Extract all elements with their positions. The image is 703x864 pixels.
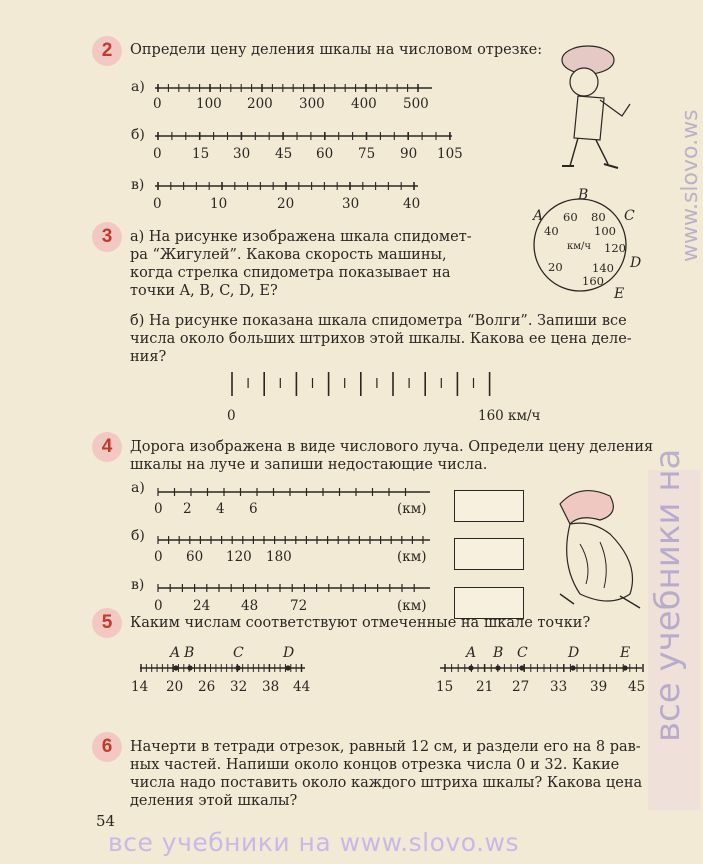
task4-text-line: шкалы на луче и запиши недостающие числа. <box>130 457 488 473</box>
ray-label: 24 <box>193 598 211 614</box>
tick-label: 0 <box>153 96 162 112</box>
ray-label: 180 <box>266 549 292 565</box>
point-label: A <box>170 645 181 661</box>
ray-label: 0 <box>154 598 163 614</box>
tick-label: 40 <box>403 196 421 212</box>
tick-label: 45 <box>275 146 293 162</box>
task6-text-line: числа надо поставить около каждого штриха шкалы? Какова цена <box>130 775 643 791</box>
point-mark <box>285 665 290 670</box>
scale-letter: а) <box>131 79 145 95</box>
point-label: A <box>466 645 477 661</box>
watermark-bottom: все учебники на www.slovo.ws <box>108 828 519 857</box>
task2-text: Определи цену деления шкалы на числовом отрезке: <box>130 42 543 58</box>
watermark-vertical-url: www.slovo.ws <box>678 109 703 262</box>
task-number-6: 6 <box>92 732 122 762</box>
ray-label: 4 <box>216 501 225 517</box>
point-mark <box>519 665 524 670</box>
point-label: E <box>620 645 631 661</box>
point-label: B <box>184 645 195 661</box>
speed-number: 60 <box>563 210 578 224</box>
tick-label: 0 <box>153 146 162 162</box>
speed-number: 100 <box>594 224 616 238</box>
speed-point-label: E <box>614 286 625 302</box>
ray-label: 60 <box>186 549 204 565</box>
page-number: 54 <box>96 812 116 830</box>
tick-label: 21 <box>476 679 494 695</box>
tick-label: 32 <box>230 679 248 695</box>
speed-point-label: B <box>578 187 589 203</box>
task5-text: Каким числам соответствуют отмеченные на шкале точки? <box>130 615 591 631</box>
ray-unit: (км) <box>397 549 427 565</box>
point-label: C <box>233 645 244 661</box>
tick-label: 39 <box>590 679 608 695</box>
point-label: B <box>493 645 504 661</box>
task3-text-b-line: б) На рисунке показана шкала спидометра “Волги”. Запиши все <box>130 313 627 329</box>
tick-label: 27 <box>512 679 530 695</box>
task3-text-b-line: числа около больших штрихов этой шкалы. Какова ее цена деле- <box>130 331 632 347</box>
speed-point-label: D <box>630 255 642 271</box>
ray-letter: б) <box>131 528 145 544</box>
speed-number: 120 <box>604 241 626 255</box>
ray-unit: (км) <box>397 598 427 614</box>
tick-label: 200 <box>247 96 273 112</box>
point-mark <box>187 665 192 670</box>
tick-label: 15 <box>192 146 210 162</box>
task4-text-line: Дорога изображена в виде числового луча. Определи цену деления <box>130 439 654 455</box>
ray-label: 0 <box>154 549 163 565</box>
task-number-4: 4 <box>92 432 122 462</box>
tick-label: 10 <box>210 196 228 212</box>
tick-label: 60 <box>316 146 334 162</box>
ray-label: 6 <box>249 501 258 517</box>
point-mark <box>570 665 575 670</box>
tick-label: 100 <box>196 96 222 112</box>
speed-point-label: A <box>533 208 544 224</box>
point-mark <box>235 665 240 670</box>
speedometer-unit: км/ч <box>567 241 592 252</box>
ray-label: 72 <box>290 598 308 614</box>
ray-label: 120 <box>226 549 252 565</box>
task-number-3: 3 <box>92 222 122 252</box>
task-number-2: 2 <box>92 36 122 66</box>
volga-scale-end: 160 км/ч <box>478 408 541 424</box>
scale-letter: б) <box>131 127 145 143</box>
task6-text-line: Начерти в тетради отрезок, равный 12 см, и раздели его на 8 рав- <box>130 739 641 755</box>
point-mark <box>173 665 178 670</box>
speed-point-label: C <box>624 208 635 224</box>
point-label: D <box>568 645 580 661</box>
scale-letter: в) <box>131 177 145 193</box>
ray-label: 2 <box>183 501 192 517</box>
tick-label: 30 <box>342 196 360 212</box>
ray-label: 48 <box>241 598 259 614</box>
ray-letter: в) <box>131 577 145 593</box>
tick-label: 20 <box>166 679 184 695</box>
volga-scale-start: 0 <box>227 408 236 424</box>
speed-number: 140 <box>592 261 614 275</box>
tick-label: 300 <box>299 96 325 112</box>
speed-number: 80 <box>591 210 606 224</box>
tick-label: 400 <box>351 96 377 112</box>
task6-text-line: ных частей. Напиши около концов отрезка числа 0 и 32. Какие <box>130 757 620 773</box>
speed-number: 20 <box>548 260 563 274</box>
point-label: C <box>517 645 528 661</box>
task-number-5: 5 <box>92 608 122 638</box>
tick-label: 33 <box>550 679 568 695</box>
speed-number: 40 <box>544 224 559 238</box>
tick-label: 105 <box>437 146 463 162</box>
point-mark <box>495 665 500 670</box>
watermark-vertical: все учебники на <box>648 448 688 742</box>
task3-text-a-line: когда стрелка спидометра показывает на <box>130 265 451 281</box>
ray-letter: а) <box>131 480 145 496</box>
tick-label: 0 <box>153 196 162 212</box>
tick-label: 30 <box>233 146 251 162</box>
tick-label: 15 <box>436 679 454 695</box>
tick-label: 14 <box>131 679 149 695</box>
tick-label: 26 <box>198 679 216 695</box>
tick-label: 500 <box>403 96 429 112</box>
speed-number: 160 <box>582 274 604 288</box>
tick-label: 45 <box>628 679 646 695</box>
ray-unit: (км) <box>397 501 427 517</box>
tick-label: 75 <box>358 146 376 162</box>
ray-label: 0 <box>154 501 163 517</box>
tick-label: 20 <box>277 196 295 212</box>
task3-text-b-line: ния? <box>130 349 167 365</box>
point-label: D <box>283 645 295 661</box>
tick-label: 44 <box>293 679 311 695</box>
point-mark <box>622 665 627 670</box>
task6-text-line: деления этой шкалы? <box>130 793 298 809</box>
task3-text-a-line: а) На рисунке изображена шкала спидомет- <box>130 229 472 245</box>
task3-text-a-line: ра “Жигулей”. Какова скорость машины, <box>130 247 447 263</box>
task3-text-a-line: точки A, B, C, D, E? <box>130 283 278 299</box>
tick-label: 38 <box>262 679 280 695</box>
tick-label: 90 <box>400 146 418 162</box>
point-mark <box>468 665 473 670</box>
